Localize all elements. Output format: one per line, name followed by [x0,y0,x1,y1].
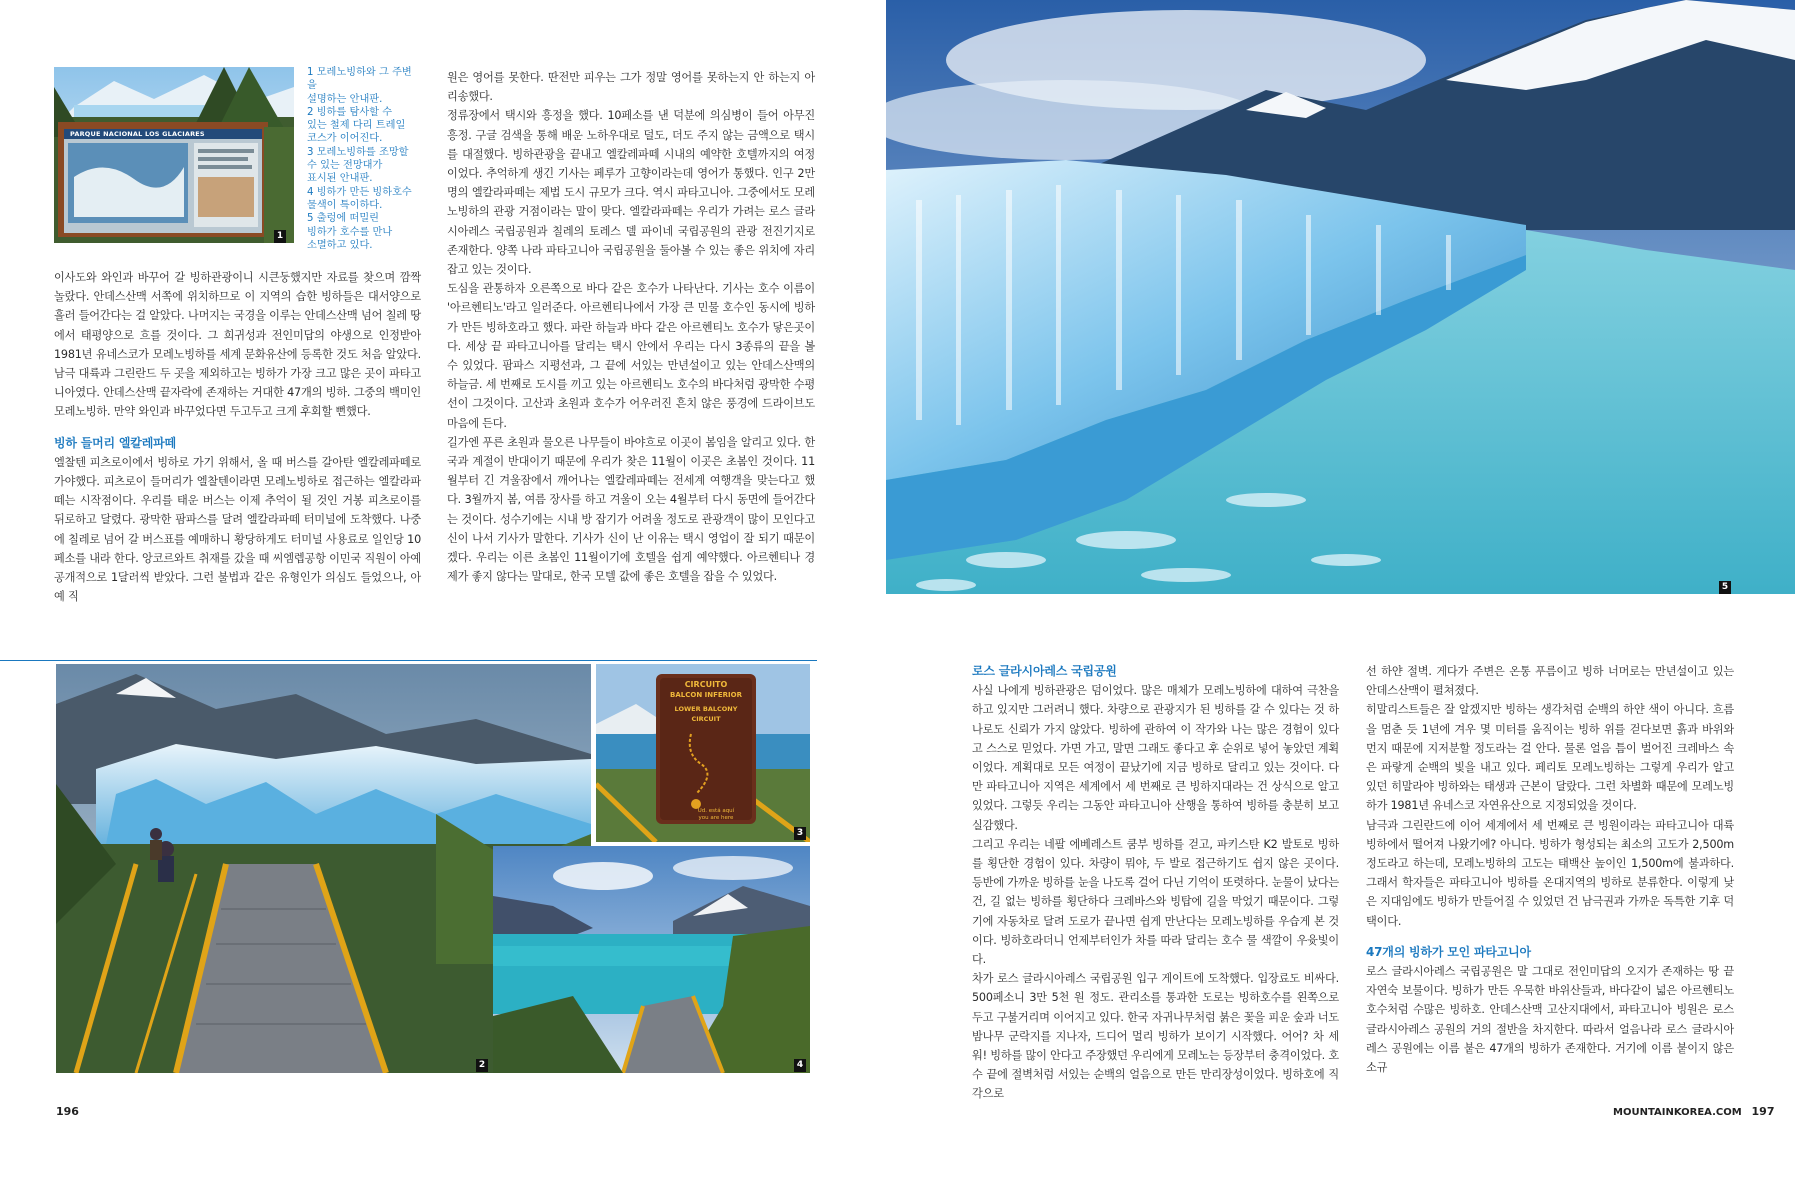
paragraph: 엘찰텐 피츠로이에서 빙하로 가기 위해서, 올 때 버스를 갈아탄 엘칼레파떼로 가야했다. 피츠로이 들머리가 엘찰텐이라면 모레노빙하로 접근하는 엘칼라파떼는 시작점이다. 우리를 태운 버스는 이제 추억이 될 것인 거봉 피츠로이를 뒤로하고 달렸다. 광막한 팜파스를 달려 엘칼라파떼 터미널에 도착했다. 나중에 칠레로 넘어 갈 버스표를 예매하니 황당하게도 터미널 사용료로 일인당 10페소를 내라 한다. 앙코르와트 취재를 갔을 때 씨엠렙공항 이민국 직원이 아예 공개적으로 1달러씩 받았다. 그런 불법과 같은 유형인가 의심도 들었으나, 아예 직 [54,455,421,604]
caption-line: 소멸하고 있다. [307,239,373,251]
paragraph: 선 하얀 절벽. 게다가 주변은 온통 푸름이고 빙하 너머로는 만년설이고 있는 안데스산맥이 펼쳐졌다. [1366,665,1734,698]
paragraph: 그리고 우리는 네팔 에베레스트 쿰부 빙하를 걷고, 파키스탄 K2 발토로 빙하를 횡단한 경험이 있다. 차량이 뭐야, 두 발로 접근하기도 쉽지 않은 곳이다. 등반에 가까운 빙하를 눈을 나도록 걸어 다닌 기억이 또렷하다. 눈물이 났다는 건, 길 없는 빙하를 횡단하다 크레바스와 빙탑에 길을 막었기 때문이다. 그렇기에 자동차로 달려 도로가 끝나면 쉽게 만난다는 모레노빙하를 우습게 본 것이다. 빙하호라더니 언제부터인가 차를 따라 달리는 호수 물 색깔이 우윳빛이다. [972,837,1339,967]
text-column-1 [54,268,421,606]
caption-line: 있는 철제 다리 트레일 [307,120,406,132]
balcony-sign-text [656,680,756,724]
caption-line: 5 출렁에 떠밀린 [307,213,380,225]
sign-line: you are here [698,815,734,821]
photo-number-4: 4 [794,1059,806,1072]
photo-number-5: 5 [1719,581,1731,594]
caption-line: 표시된 안내판. [307,173,373,185]
paragraph: 로스 글라시아레스 국립공원은 말 그대로 전인미답의 오지가 존재하는 땅 끝자연숙 보물이다. 빙하가 만든 우묵한 바위산들과, 바다같이 넓은 아르헨티노 호수처럼 수많은 빙하호. 안데스산맥 고산지대에서, 파타고니아 빙원은 로스 글라시아레스 공원의 거의 절반을 차지한다. 따라서 얼음나라 로스 글라시아레스 공원에는 이름 붙은 47개의 빙하가 존재한다. 거기에 이름 붙이지 않은 소규 [1366,965,1734,1075]
sign-line: CIRCUITO [684,680,728,689]
page-footer-right [1613,1105,1774,1118]
photo-turquoise-lake [493,846,810,1073]
photo-captions [307,66,415,252]
text-column-3 [972,662,1339,1104]
photo-moreno-glacier [886,0,1795,594]
caption-line: 설명하는 안내판. [307,93,383,105]
paragraph: 남극과 그린란드에 이어 세계에서 세 번째로 큰 빙원이라는 파타고니아 대륙빙하에서 떨어져 나왔기에? 아니다. 빙하가 형성되는 최소의 고도가 2,500m 정도라고 하는데, 모레노빙하의 고도는 태백산 높이인 1,500m에 불과하다. 그래서 학자들은 파타고니아 빙하를 온대지역의 빙하로 분류한다. 이렇게 낮은 지대임에도 빙하가 만들어질 수 있었던 건 남극권과 가까운 독특한 기후 덕택이다. [1366,818,1734,928]
photo-number-2: 2 [476,1059,488,1072]
section-divider [0,660,817,661]
paragraph: 이사도와 와인과 바꾸어 갈 빙하관광이니 시큰둥했지만 자료를 찾으며 깜짝 놀랐다. 안데스산맥 서쪽에 위치하므로 이 지역의 습한 빙하들은 대서양으로 흘러 들어간다는 걸 알았다. 나머지는 국경을 이루는 안데스산맥 넘어 칠레 땅에서 태평양으로 흐를 것이다. 그 희귀성과 전인미답의 야생으로 인정받아 1981년 유네스코가 모레노빙하를 세계 문화유산에 등록한 것도 처음 알았다. 남극 대륙과 그린란드 두 곳을 제외하고는 빙하가 가장 크고 많은 곳이 파타고니아였다. 안데스산맥 끝자락에 존재하는 거대한 47개의 빙하. 그중의 백미인 모레노빙하. 만약 와인과 바꾸었다면 두고두고 크게 후회할 뻔했다. [54,271,421,419]
sign-line: BALCON INFERIOR [670,691,742,699]
paragraph: 히말리스트들은 잘 알겠지만 빙하는 생각처럼 순백의 하얀 색이 아니다. 흐름을 멈춘 듯 1년에 겨우 몇 미터를 움직이는 빙하 위를 걷다보면 흙과 바위와 먼지 때문에 지저분할 정도라는 걸 안다. 물론 얼음 틈이 벌어진 크레바스 속은 파랗게 순백의 빛을 내고 있다. 페리토 모레노빙하는 그렇게 우리가 알고 있던 히말라야 빙하와는 태생과 근본이 달랐다. 그런 차별화 때문에 모레노빙하가 1981년 유네스코 자연유산으로 지정되었을 것이다. [1366,703,1734,813]
section-heading: 47개의 빙하가 모인 파타고니아 [1366,944,1531,959]
you-are-here-text [686,808,746,822]
sign-line: CIRCUIT [691,715,721,723]
sign-line: Ud. está aquí [697,808,735,814]
caption-line: 2 빙하를 탐사할 수 [307,106,393,118]
paragraph: 길가엔 푸른 초원과 물오른 나무들이 바야흐로 이곳이 봄임을 알리고 있다. 한국과 계절이 반대이기 때문에 우리가 찾은 11월이 이곳은 초봄인 것이다. 11월부터 긴 겨울잠에서 깨어나는 엘칼레파떼는 전세계 여행객을 맞는다고 했다. 3월까지 봄, 여름 장사를 하고 겨울이 오는 4월부터 다시 동면에 들어간다는 것이다. 성수기에는 시내 방 잡기가 어려울 정도로 관광객이 많이 모인다고 신이 나서 기사가 말한다. 기사가 신이 난 이유는 택시 영업이 잘 되기 때문이겠다. 우리는 이른 초봄인 11월이기에 호텔을 쉽게 예약했다. 아르헨티나 경제가 좋지 않다는 말대로, 한국 모텔 값에 좋은 호텔을 잡을 수 있었다. [447,435,815,584]
paragraph: 정류장에서 택시와 흥정을 했다. 10페소를 낸 덕분에 의심병이 들어 아무진 흥정. 구글 검색을 통해 배운 노하우대로 덜도, 더도 주지 않는 금액으로 택시를 대절했다. 빙하관광을 끝내고 엘칼레파떼 시내의 예약한 호텔까지의 여정이었다. 추억하게 생긴 기사는 페루가 고향이라는데 영어가 통했다. 인구 2만 명의 엘칼라파떼는 제법 도시 규모가 크다. 역시 파타고니아. 그중에서도 모레노빙하의 관광 거점이라는 말이 맞다. 엘칼라파떼는 우리가 가려는 로스 글라시아레스 국립공원과 칠레의 토레스 델 파이네 국립공원의 관광 전진기지로 존재한다. 양쪽 나라 파타고니아 국립공원을 둘아볼 수 있는 좋은 위치에 자리 잡고 있는 것이다. [447,109,815,277]
caption-line: 1 모레노빙하와 그 주변을 [307,67,412,92]
section-heading: 빙하 들머리 엘칼레파떼 [54,435,176,450]
page-number-right: 197 [1751,1105,1775,1118]
caption-line: 3 모레노빙하를 조망할 [307,146,409,158]
section-heading: 로스 글라시아레스 국립공원 [972,664,1117,678]
site-name: MOUNTAINKOREA.COM [1613,1107,1742,1118]
paragraph: 사실 나에게 빙하관광은 덤이었다. 많은 매체가 모레노빙하에 대하여 극찬을 하고 있지만 그러려니 했다. 차량으로 관광지가 된 빙하를 갈 수 있다는 것 하나로도 신뢰가 가지 않았다. 빙하에 관하여 이 작가와 나는 많은 경험이 있다고 스스로 믿었다. 가면 가고, 말면 그래도 좋다고 후 순위로 넣어 놓았던 계획이었다. 계획대로 모든 여정이 끝났기에 지금 빙하로 달리고 있는 것이다. 다만 파타고니아 지역은 세계에서 세 번째로 큰 빙하지대라는 건 상식으로 알고 있었다. 그렇듯 우리는 그동안 파타고니아 산행을 통하여 빙하를 충분히 보고 실감했다. [972,684,1339,832]
caption-line: 빙하가 호수를 만나 [307,226,393,238]
photo-info-board [54,67,294,243]
paragraph: 원은 영어를 못한다. 딴전만 피우는 그가 정말 영어를 못하는지 안 하는지 아리송했다. [447,71,815,104]
page-number-left: 196 [56,1105,79,1118]
text-column-4 [1366,662,1734,1077]
info-board-title: PARQUE NACIONAL LOS GLACIARES [70,130,205,138]
paragraph: 도심을 관통하자 오른쪽으로 바다 같은 호수가 나타난다. 기사는 호수 이름이 '아르헨티노'라고 일러준다. 아르헨티나에서 가장 큰 민물 호수인 동시에 빙하가 만든 빙하호라고 했다. 파란 하늘과 바다 같은 아르헨티노 호수가 닿은곳이다. 세상 끝 파타고니아를 달리는 택시 안에서 우리는 다시 3종류의 끝을 볼 수 있었다. 팜파스 지평선과, 그 끝에 서있는 만년설이고 있는 안데스산맥의 하늘금. 세 번째로 도시를 끼고 있는 아르헨티노 호수의 바다처럼 광막한 수평선이 그것이다. 고산과 초원과 호수가 어우러진 흔치 않은 풍경에 드라이브도 마음에 든다. [447,282,815,430]
caption-line: 4 빙하가 만든 빙하호수 [307,186,412,198]
caption-line: 코스가 이어진다. [307,133,383,145]
text-column-2 [447,68,815,586]
sign-line: LOWER BALCONY [674,705,738,713]
caption-line: 물색이 특이하다. [307,199,383,211]
photo-number-3: 3 [794,827,806,840]
caption-line: 수 있는 전망대가 [307,160,383,172]
paragraph: 차가 로스 글라시아레스 국립공원 입구 게이트에 도착했다. 입장료도 비싸다. 500페소니 3만 5천 원 정도. 관리소를 통과한 도로는 빙하호수를 왼쪽으로 두고 구불거리며 이어지고 있다. 한국 자귀나무처럼 붉은 꽃을 피운 숲과 너도밤나무 군락지를 지나자, 드디어 멀리 빙하가 보이기 시작했다. 어어? 차 세워! 빙하를 많이 안다고 주장했던 우리에게 모레노는 등장부터 충격이었다. 호수 끝에 절벽처럼 서있는 순백의 얼음으로 만든 만리장성이었다. 빙하호에 직각으로 [972,972,1339,1101]
photo-number-1: 1 [274,230,286,243]
